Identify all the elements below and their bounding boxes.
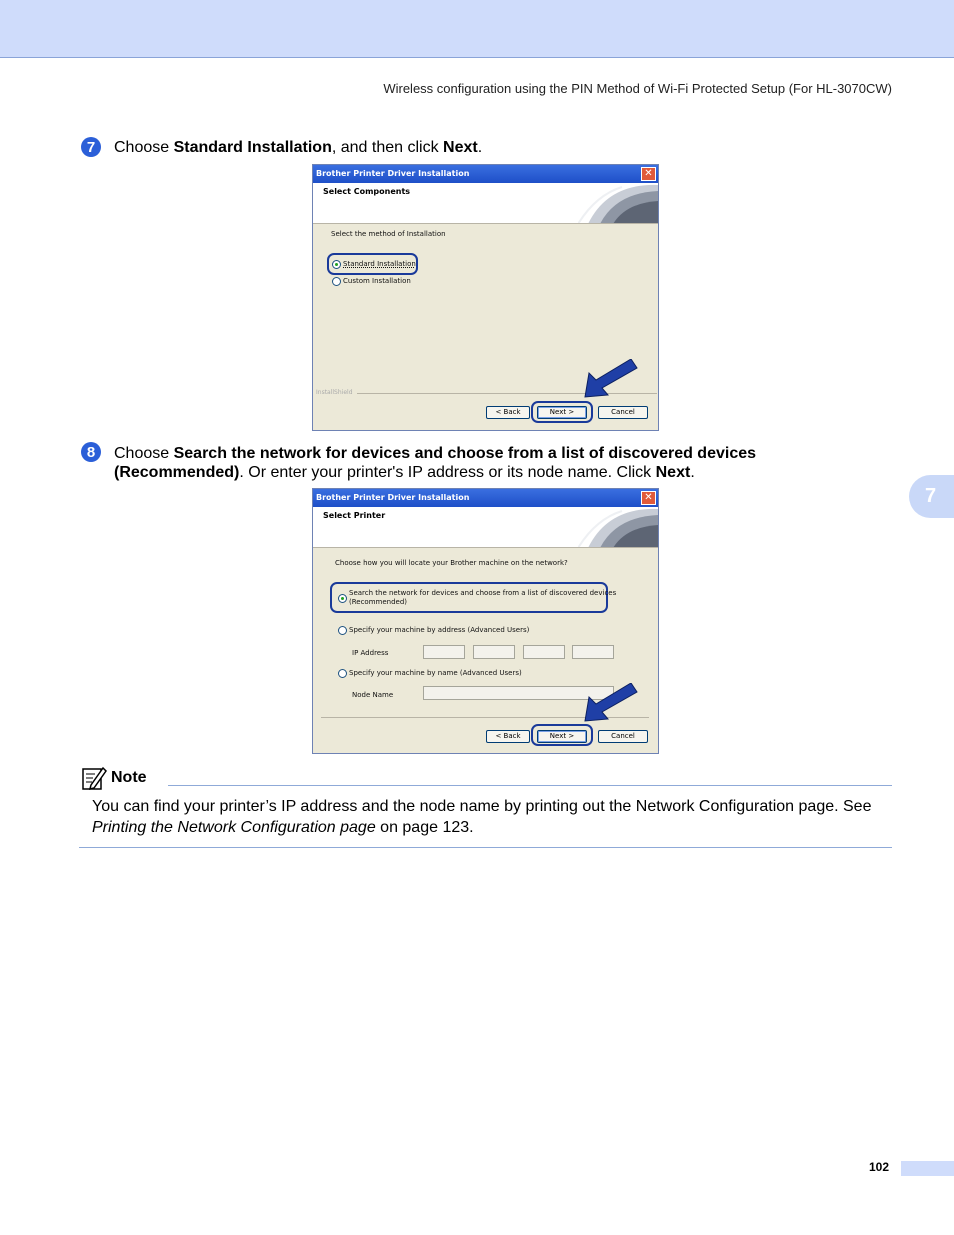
top-header-band xyxy=(0,0,954,58)
note-top-rule xyxy=(168,785,892,786)
close-icon[interactable]: ✕ xyxy=(641,167,656,181)
page-curl-graphic-icon xyxy=(578,507,658,548)
note-bottom-rule xyxy=(79,847,892,848)
pointer-arrow-icon xyxy=(583,359,639,399)
step-8-number: 8 xyxy=(81,442,101,462)
custom-installation-radio[interactable] xyxy=(332,277,341,286)
specify-address-radio[interactable] xyxy=(338,626,347,635)
custom-installation-label[interactable]: Custom Installation xyxy=(343,277,411,285)
locate-machine-prompt: Choose how you will locate your Brother machine on the network? xyxy=(335,559,568,567)
install-method-prompt: Select the method of Installation xyxy=(331,230,446,238)
note-t1: You can find your printer’s IP address and the node name by printing out the Network Configuration page. See xyxy=(92,798,872,815)
step-8-search-option: Search the network for devices and choose from a list of discovered devices (Recommended) xyxy=(114,445,757,481)
note-heading xyxy=(81,765,147,791)
note-pencil-icon xyxy=(81,765,107,791)
dialog-header xyxy=(313,183,658,224)
pointer-arrow-icon xyxy=(583,683,639,723)
node-name-label: Node Name xyxy=(352,691,394,699)
standard-installation-label[interactable]: Standard Installation xyxy=(343,260,416,268)
step-8-t1: Choose xyxy=(114,445,174,462)
dialog-select-components xyxy=(312,164,659,431)
note-t2: on page 123. xyxy=(375,819,474,836)
ip-octet-4-input[interactable] xyxy=(572,645,614,659)
dialog-title-bar xyxy=(313,165,658,183)
step-7-next: Next xyxy=(443,139,478,156)
specify-name-label[interactable]: Specify your machine by name (Advanced Users) xyxy=(349,669,522,677)
specify-name-radio[interactable] xyxy=(338,669,347,678)
installshield-label: InstallShield xyxy=(316,389,353,396)
cancel-button[interactable]: Cancel xyxy=(598,730,648,743)
back-button[interactable]: < Back xyxy=(486,406,530,419)
page-number: 102 xyxy=(869,1160,890,1174)
step-7-number: 7 xyxy=(81,137,101,157)
note-label: Note xyxy=(111,769,147,786)
step-7-t1: Choose xyxy=(114,139,174,156)
back-button[interactable]: < Back xyxy=(486,730,530,743)
step-7-standard-installation: Standard Installation xyxy=(173,139,332,156)
step-7-t3: . xyxy=(477,139,483,156)
next-button[interactable]: Next > xyxy=(537,406,587,419)
step-7-t2: , and then click xyxy=(331,139,444,156)
page-curl-graphic-icon xyxy=(578,183,658,224)
specify-address-label[interactable]: Specify your machine by address (Advanced Users) xyxy=(349,626,530,634)
ip-octet-2-input[interactable] xyxy=(473,645,515,659)
dialog-title: Brother Printer Driver Installation xyxy=(316,169,470,178)
chapter-tab[interactable]: 7 xyxy=(909,475,954,518)
running-header: Wireless configuration using the PIN Method of Wi-Fi Protected Setup (For HL-3070CW) xyxy=(383,81,892,96)
search-network-radio[interactable] xyxy=(338,594,347,603)
step-8-t2: . Or enter your printer's IP address or its node name. Click xyxy=(239,464,656,481)
step-8-t3: . xyxy=(690,464,695,481)
standard-installation-radio[interactable] xyxy=(332,260,341,269)
dialog-title-bar xyxy=(313,489,658,507)
close-icon[interactable]: ✕ xyxy=(641,491,656,505)
note-link-printing-network-configuration[interactable]: Printing the Network Configuration page xyxy=(92,819,376,836)
search-network-label-line2[interactable]: (Recommended) xyxy=(349,598,408,606)
search-network-label-line1[interactable]: Search the network for devices and choose from a list of discovered devices xyxy=(349,589,617,597)
dialog-title: Brother Printer Driver Installation xyxy=(316,493,470,502)
dialog-header-title: Select Printer xyxy=(323,511,386,520)
step-8-next: Next xyxy=(655,464,691,481)
dialog-header xyxy=(313,507,658,548)
dialog-header-title: Select Components xyxy=(323,187,411,196)
dialog-select-printer xyxy=(312,488,659,754)
cancel-button[interactable]: Cancel xyxy=(598,406,648,419)
step-8-text xyxy=(114,444,834,482)
note-body xyxy=(92,796,892,838)
ip-octet-1-input[interactable] xyxy=(423,645,465,659)
step-7-text xyxy=(114,138,482,157)
footer-band xyxy=(901,1161,954,1176)
next-button[interactable]: Next > xyxy=(537,730,587,743)
ip-address-label: IP Address xyxy=(352,649,389,657)
ip-octet-3-input[interactable] xyxy=(523,645,565,659)
